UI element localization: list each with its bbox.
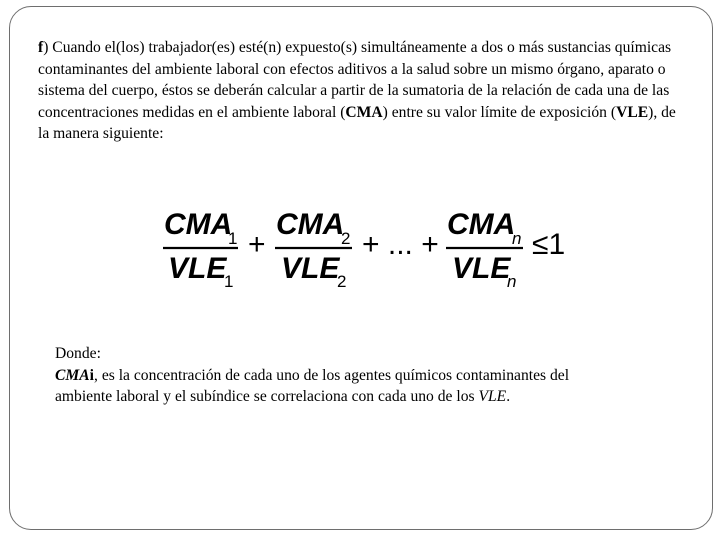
paragraph-text-c: ), de la manera siguiente: (38, 103, 676, 143)
denominator-1-subscript: 1 (224, 272, 234, 291)
denominator-n: VLE (452, 252, 511, 285)
numerator-2: CMA (276, 208, 345, 241)
definition-line-1 (55, 365, 695, 387)
definition-period: . (506, 388, 511, 406)
denominator-2: VLE (281, 252, 340, 285)
numerator-2-subscript: 2 (341, 229, 351, 248)
paragraph-text-b: ) entre su valor límite de exposición ( (382, 103, 617, 121)
vle-term: VLE (616, 103, 649, 121)
denominator-1: VLE (168, 252, 227, 285)
denominator-n-subscript: n (507, 272, 517, 291)
definition-line-2 (55, 386, 695, 408)
cmai-term: CMA (55, 366, 90, 384)
numerator-1-subscript: 1 (228, 229, 238, 248)
denominator-2-subscript: 2 (337, 272, 347, 291)
numerator-n: CMA (447, 208, 516, 241)
paragraph-text-a: ) Cuando el(los) trabajador(es) esté(n) expuesto(s) simultáneamente a dos o más sustancias químicas contaminantes del ambiente laboral con efectos aditivos a la salud sobre un mismo órgano, aparato o sistema del cuerpo, éstos se deberán calcular a partir de la sumatoria de la relación de cada una de las concentraciones medidas en el ambiente laboral ( (38, 39, 672, 121)
cma-term: CMA (345, 103, 383, 121)
vle-italic-term: VLE (478, 388, 507, 406)
definitions-block (55, 343, 695, 408)
where-label: Donde: (55, 345, 101, 362)
definition-text-1: , es la concentración de cada uno de los agentes químicos contaminantes del (94, 366, 570, 384)
formula (160, 198, 590, 298)
plus-ellipsis-plus: + ... + (362, 228, 439, 261)
definition-text-2: ambiente laboral y el subíndice se correlaciona con cada uno de los (55, 388, 479, 406)
item-letter: f (38, 39, 44, 56)
numerator-n-subscript: n (512, 229, 522, 248)
intro-paragraph (38, 37, 678, 145)
cmai-index: i (89, 366, 95, 384)
plus-sign-1: + (248, 228, 266, 261)
less-or-equal-one: ≤1 (532, 228, 566, 261)
numerator-1: CMA (164, 208, 233, 241)
